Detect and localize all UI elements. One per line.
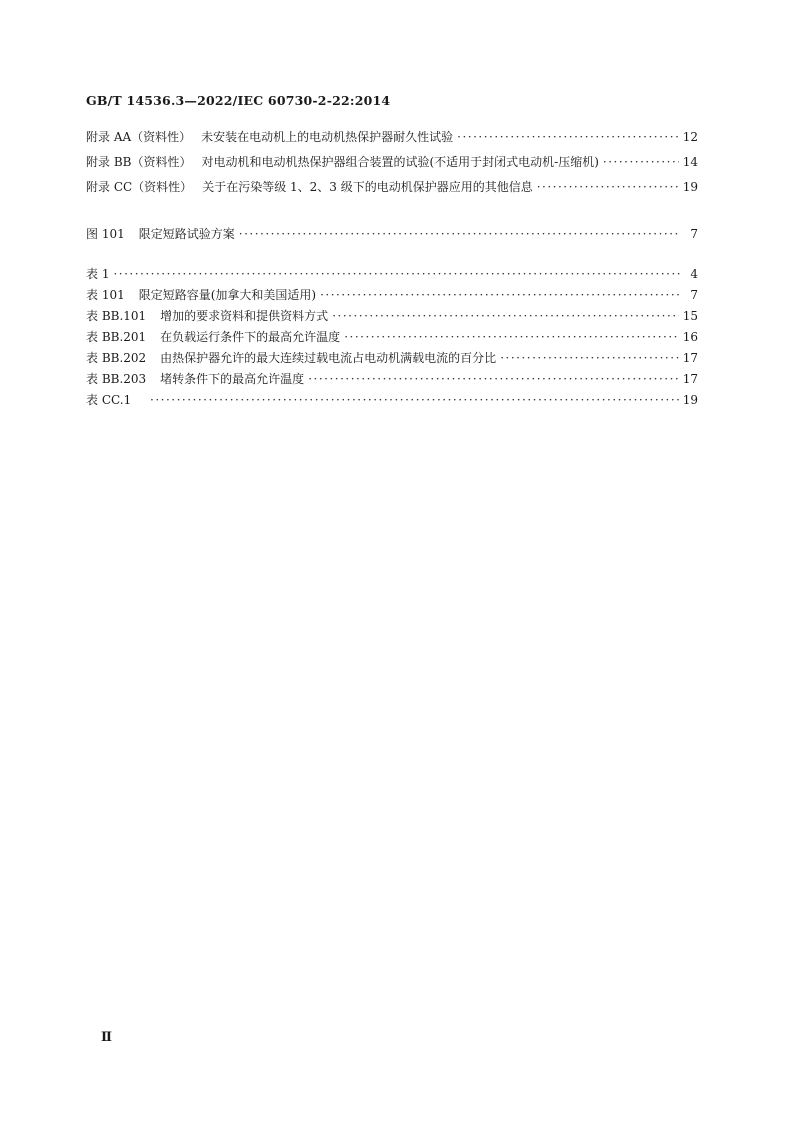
dot-leader xyxy=(457,130,679,144)
toc-entry-title: 关于在污染等级 1、2、3 级下的电动机保护器应用的其他信息 xyxy=(202,180,533,194)
dot-leader xyxy=(603,155,679,169)
toc-entry-table-bb101[interactable] xyxy=(86,307,698,328)
annex-list xyxy=(86,128,698,199)
toc-entry-figure-101[interactable] xyxy=(86,225,698,246)
toc-entry-page: 16 xyxy=(682,330,698,344)
toc-entry-page: 4 xyxy=(690,267,698,281)
toc-entry-page: 17 xyxy=(682,372,698,386)
toc-entry-title: 由热保护器允许的最大连续过载电流占电动机满载电流的百分比 xyxy=(160,351,497,365)
toc-entry-table-bb202[interactable] xyxy=(86,349,698,370)
toc-entry-page: 7 xyxy=(690,227,698,241)
dot-leader xyxy=(332,309,679,323)
toc-entry-label: 表 101 xyxy=(86,288,125,302)
dot-leader xyxy=(150,393,679,407)
toc-entry-title: 限定短路容量(加拿大和美国适用) xyxy=(138,288,317,302)
dot-leader xyxy=(344,330,679,344)
table-list xyxy=(86,265,698,412)
toc-entry-table-bb201[interactable] xyxy=(86,328,698,349)
toc-entry-table-bb203[interactable] xyxy=(86,370,698,391)
toc-entry-annex-aa[interactable] xyxy=(86,128,698,149)
dot-leader xyxy=(500,351,679,365)
toc-entry-label: 附录 BB（资料性） xyxy=(86,155,192,169)
toc-entry-label: 图 101 xyxy=(86,227,125,241)
toc-entry-title: 增加的要求资料和提供资料方式 xyxy=(160,309,329,323)
toc-entry-label: 表 BB.203 xyxy=(86,372,147,386)
toc-entry-label: 表 CC.1 xyxy=(86,393,132,407)
toc-entry-page: 19 xyxy=(682,393,698,407)
toc-entry-page: 14 xyxy=(682,155,698,169)
toc-entry-label: 表 BB.202 xyxy=(86,351,147,365)
toc-entry-page: 17 xyxy=(682,351,698,365)
toc-entry-annex-cc[interactable] xyxy=(86,178,698,199)
toc-entry-page: 19 xyxy=(682,180,698,194)
toc-entry-page: 15 xyxy=(682,309,698,323)
toc-entry-page: 12 xyxy=(682,130,698,144)
toc-entry-page: 7 xyxy=(690,288,698,302)
toc-entry-label: 表 1 xyxy=(86,267,110,281)
toc-entry-table-cc1[interactable] xyxy=(86,391,698,412)
toc-entry-label: 附录 AA（资料性） xyxy=(86,130,192,144)
toc-entry-table-1[interactable] xyxy=(86,265,698,286)
toc-entry-title: 限定短路试验方案 xyxy=(138,227,235,241)
toc-entry-table-101[interactable] xyxy=(86,286,698,307)
standard-header: GB/T 14536.3—2022/IEC 60730-2-22:2014 xyxy=(86,93,391,108)
toc-entry-title: 对电动机和电动机热保护器组合装置的试验(不适用于封闭式电动机-压缩机) xyxy=(201,155,599,169)
dot-leader xyxy=(308,372,679,386)
dot-leader xyxy=(239,227,680,241)
toc-entry-title: 在负载运行条件下的最高允许温度 xyxy=(160,330,341,344)
page-numeral: Ⅱ xyxy=(101,1030,112,1045)
toc-entry-title: 未安装在电动机上的电动机热保护器耐久性试验 xyxy=(201,130,454,144)
toc-entry-title: 堵转条件下的最高允许温度 xyxy=(160,372,305,386)
dot-leader xyxy=(320,288,680,302)
toc-entry-annex-bb[interactable] xyxy=(86,153,698,174)
toc-entry-label: 表 BB.101 xyxy=(86,309,147,323)
figure-list xyxy=(86,225,698,246)
dot-leader xyxy=(537,180,679,194)
toc-entry-label: 附录 CC（资料性） xyxy=(86,180,193,194)
dot-leader xyxy=(113,267,680,281)
toc-entry-label: 表 BB.201 xyxy=(86,330,147,344)
